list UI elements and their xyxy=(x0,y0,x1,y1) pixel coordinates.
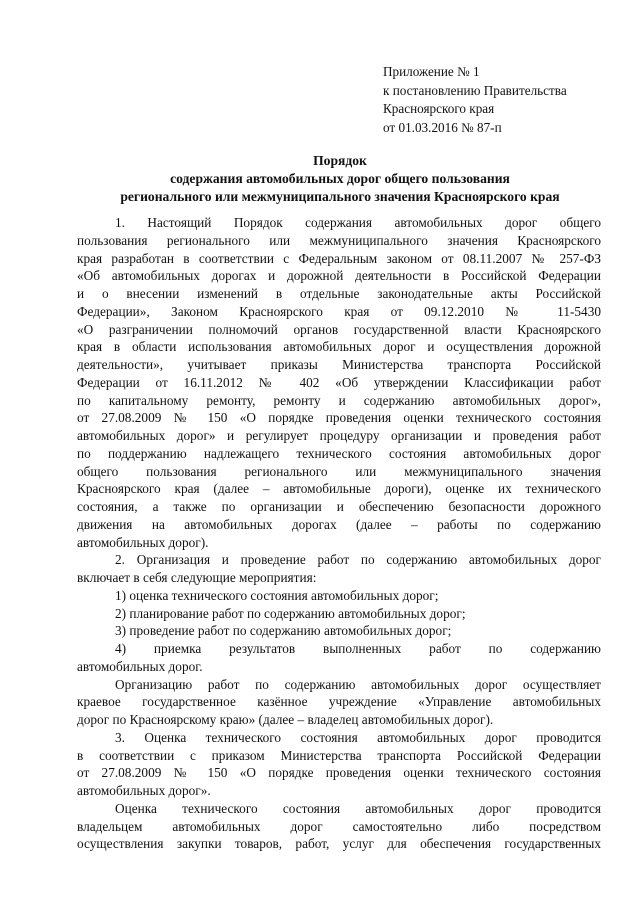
document-body xyxy=(77,214,601,853)
body-line: Федерации», Законом Красноярского края от 09.12.2010 № 11-5430 xyxy=(77,303,601,319)
body-line: состояния, а также по организации и обеспечению безопасности дорожного xyxy=(77,499,601,514)
body-line: 3. Оценка технического состояния автомобильных дорог проводится xyxy=(115,729,601,745)
body-line: от 27.08.2009 № 150 «О порядке проведения оценки технического состояния xyxy=(77,410,601,426)
document-title xyxy=(60,152,620,206)
annex-date: от 01.03.2016 № 87-п xyxy=(383,119,502,135)
annex-header xyxy=(383,63,633,137)
body-line: автомобильных дорог). xyxy=(77,534,209,550)
body-line: осуществления закупки товаров, работ, услуг для обеспечения государственных xyxy=(77,836,601,852)
body-line: 1. Настоящий Порядок содержания автомобильных дорог общего xyxy=(115,215,601,230)
annex-region: Красноярского края xyxy=(383,101,495,116)
body-line: включает в себя следующие мероприятия: xyxy=(77,570,317,585)
body-line: Федерации от 16.11.2012 № 402 «Об утверждении Классификации работ xyxy=(77,374,601,390)
body-line: 2. Организация и проведение работ по содержанию автомобильных дорог xyxy=(115,552,601,568)
body-line: по поддержанию надлежащего технического состояния автомобильных дорог xyxy=(77,445,601,461)
body-line: по капитальному ремонту, ремонту и содержанию автомобильных дорог», xyxy=(77,392,601,408)
body-line: от 27.08.2009 № 150 «О порядке проведения оценки технического состояния xyxy=(77,765,601,781)
body-line: края разработан в соответствии с Федеральным законом от 08.11.2007 № 257-ФЗ xyxy=(77,250,601,266)
annex-reference: к постановлению Правительства xyxy=(383,82,567,98)
body-line: «О разграничении полномочий органов государственной власти Красноярского xyxy=(77,321,601,337)
title-line-2: содержания автомобильных дорог общего пользования xyxy=(170,171,510,186)
body-line: 1) оценка технического состояния автомобильных дорог; xyxy=(115,587,439,603)
body-line: 3) проведение работ по содержанию автомобильных дорог; xyxy=(115,623,452,639)
body-line: края в области использования автомобильных дорог и осуществления дорожной xyxy=(77,339,601,355)
body-line: 4) приемка результатов выполненных работ по содержанию xyxy=(115,641,601,656)
body-line: общего пользования регионального или межмуниципального значения xyxy=(77,463,601,479)
body-line: краевое государственное казённое учреждение «Управление автомобильных xyxy=(77,694,601,710)
body-line: пользования регионального или межмуниципального значения Красноярского xyxy=(77,232,601,248)
annex-number: Приложение № 1 xyxy=(383,64,480,79)
body-line: автомобильных дорог. xyxy=(77,658,203,674)
body-line: автомобильных дорог» и регулирует процедуру организации и проведения работ xyxy=(77,428,601,443)
body-line: в соответствии с приказом Министерства транспорта Российской Федерации xyxy=(77,747,601,763)
body-line: 2) планирование работ по содержанию автомобильных дорог; xyxy=(115,605,466,621)
body-line: движения на автомобильных дорогах (далее – работы по содержанию xyxy=(77,516,601,532)
body-line: владельцем автомобильных дорог самостоятельно либо посредством xyxy=(77,818,601,834)
body-line: деятельности», учитывает приказы Министерства транспорта Российской xyxy=(77,357,601,372)
title-line-1: Порядок xyxy=(313,153,367,168)
body-line: автомобильных дорог». xyxy=(77,783,211,798)
body-line: Красноярского края (далее – автомобильные дороги), оценке их технического xyxy=(77,481,601,497)
body-line: «Об автомобильных дорогах и дорожной деятельности в Российской Федерации xyxy=(77,268,601,284)
title-line-3: регионального или межмуниципального значения Красноярского края xyxy=(120,189,560,204)
body-line: Оценка технического состояния автомобильных дорог проводится xyxy=(115,800,601,816)
body-line: и о внесении изменений в отдельные законодательные акты Российской xyxy=(77,286,601,301)
body-line: Организацию работ по содержанию автомобильных дорог осуществляет xyxy=(115,676,601,692)
body-line: дорог по Красноярскому краю» (далее – владелец автомобильных дорог). xyxy=(77,712,494,727)
